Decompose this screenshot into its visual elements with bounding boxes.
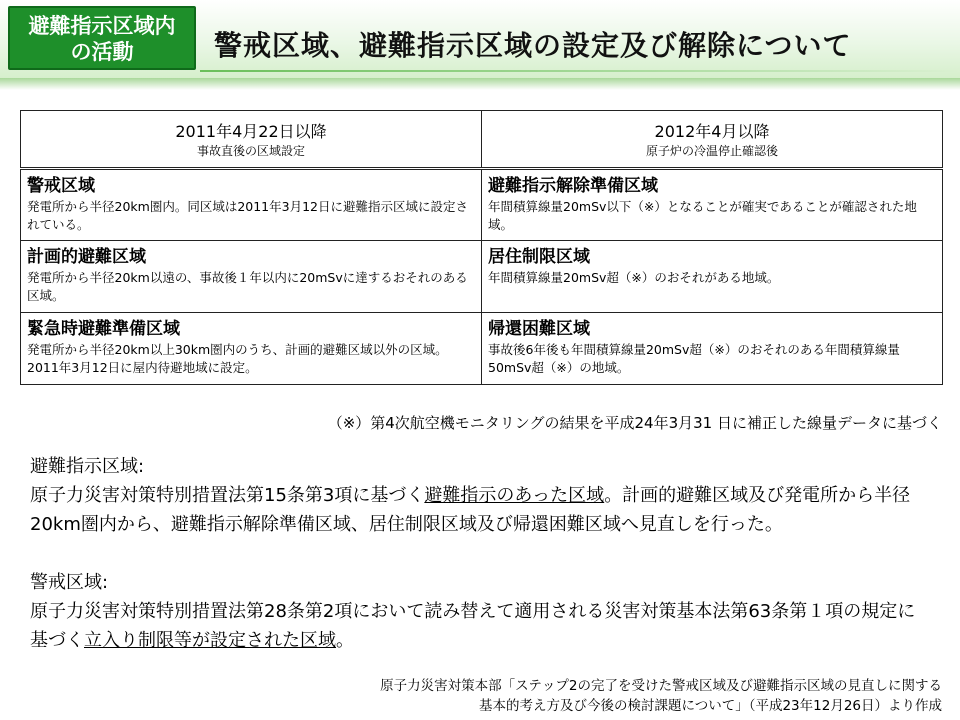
definitions-text xyxy=(30,452,930,655)
right-header-sub: 原子炉の冷温停止確認後 xyxy=(645,144,778,158)
zone-cell-right xyxy=(482,241,943,313)
header-divider xyxy=(0,78,960,90)
zone-name: 居住制限区域 xyxy=(488,247,590,267)
definition-text: 。計画的避難区域及び発電所から半径20km圏内から、避難指示解除準備区域、居住制限区域及び帰還困難区域へ見直しを行った。 xyxy=(30,485,911,535)
zone-cell-right xyxy=(482,169,943,241)
badge-line-2: の活動 xyxy=(70,40,134,64)
zone-name: 帰還困難区域 xyxy=(488,319,590,339)
zone-name: 計画的避難区域 xyxy=(27,247,146,267)
definition-text: 原子力災害対策特別措置法第15条第3項に基づく xyxy=(30,485,425,506)
definition-text: 原子力災害対策特別措置法第28条第2項において読み替えて適用される災害対策基本法第63条第１項の規定に基づく xyxy=(30,601,916,651)
zone-cell-left xyxy=(21,313,482,385)
paragraph-gap xyxy=(30,539,930,568)
zone-description: 年間積算線量20mSv超（※）のおそれがある地域。 xyxy=(488,270,780,285)
definition-text: 。 xyxy=(336,630,354,651)
page-title: 警戒区域、避難指示区域の設定及び解除について xyxy=(214,29,852,62)
left-column-header xyxy=(21,111,482,169)
evacuation-zone-definition xyxy=(30,481,930,539)
right-column-header xyxy=(482,111,943,169)
zone-cell-left xyxy=(21,241,482,313)
table-row xyxy=(21,313,943,385)
zone-description: 発電所から半径20km圏内。同区域は2011年3月12日に避難指示区域に設定されている。 xyxy=(27,199,468,232)
source-line-1: 原子力災害対策本部「ステップ2の完了を受けた警戒区域及び避難指示区域の見直しに関する xyxy=(380,678,942,694)
restricted-zone-heading: 警戒区域: xyxy=(30,572,109,593)
zone-cell-left xyxy=(21,169,482,241)
underlined-term: 立入り制限等が設定された区域 xyxy=(84,630,336,651)
zone-description: 事故後6年後も年間積算線量20mSv超（※）のおそれのある年間積算線量50mSv超（※）の地域。 xyxy=(488,342,900,375)
evacuation-zone-heading: 避難指示区域: xyxy=(30,456,145,477)
source-line-2: 基本的考え方及び今後の検討課題について」（平成23年12月26日）より作成 xyxy=(478,698,942,714)
underlined-term: 避難指示のあった区域 xyxy=(424,485,605,506)
section-badge xyxy=(8,6,196,70)
table-row xyxy=(21,169,943,241)
zone-table xyxy=(20,110,943,385)
left-header-sub: 事故直後の区域設定 xyxy=(196,144,305,158)
zone-name: 警戒区域 xyxy=(27,176,95,196)
dose-data-note: （※）第4次航空機モニタリングの結果を平成24年3月31 日に補正した線量データに基づく xyxy=(327,414,942,432)
zone-name: 緊急時避難準備区域 xyxy=(27,319,180,339)
table-header-row xyxy=(21,111,943,169)
source-citation xyxy=(380,676,942,716)
zone-name: 避難指示解除準備区域 xyxy=(488,176,658,196)
right-header-main: 2012年4月以降 xyxy=(654,122,770,141)
title-underline xyxy=(200,70,960,72)
zone-description: 年間積算線量20mSv以下（※）となることが確実であることが確認された地域。 xyxy=(488,199,917,232)
zone-cell-right xyxy=(482,313,943,385)
zone-description: 発電所から半径20km以遠の、事故後１年以内に20mSvに達するおそれのある区域。 xyxy=(27,270,468,303)
table-row xyxy=(21,241,943,313)
restricted-zone-definition xyxy=(30,597,930,655)
left-header-main: 2011年4月22日以降 xyxy=(175,122,327,141)
badge-line-1: 避難指示区域内 xyxy=(28,14,176,38)
zone-description: 発電所から半径20km以上30km圏内のうち、計画的避難区域以外の区域。2011年3月12日に屋内待避地域に設定。 xyxy=(27,342,448,375)
